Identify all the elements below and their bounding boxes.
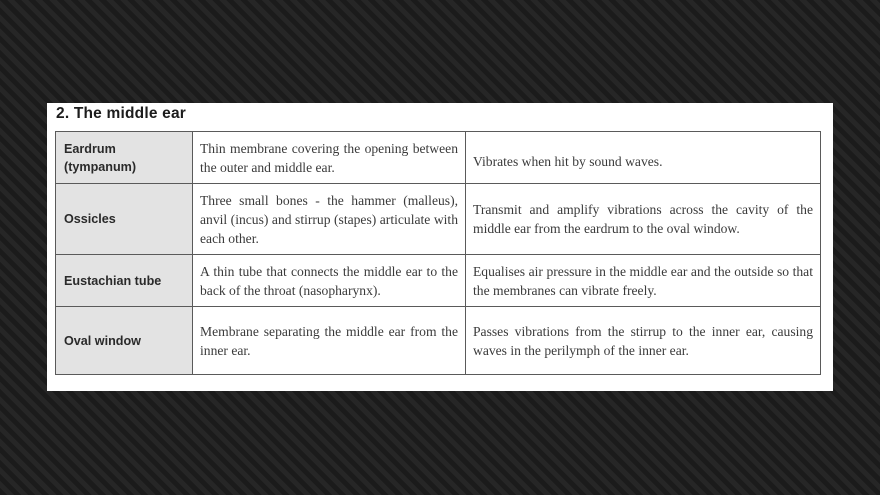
function-cell	[466, 184, 821, 255]
section-title: 2. The middle ear	[56, 105, 187, 122]
description-text: Three small bones - the hammer (malleus), anvil (incus) and stirrup (stapes) articulate with each other.	[200, 192, 458, 246]
middle-ear-table	[55, 131, 821, 375]
function-text: Vibrates when hit by sound waves.	[473, 154, 663, 169]
function-text: Passes vibrations from the stirrup to the inner ear, causing waves in the perilymph of the inner ear.	[473, 323, 813, 358]
table-row	[56, 132, 821, 184]
description-cell	[193, 255, 466, 307]
description-cell	[193, 307, 466, 375]
function-cell	[466, 307, 821, 375]
description-text: Membrane separating the middle ear from the inner ear.	[200, 323, 458, 358]
term-cell: Eustachian tube	[56, 255, 193, 307]
description-text: Thin membrane covering the opening between the outer and middle ear.	[200, 140, 458, 175]
function-cell	[466, 132, 821, 184]
term-cell: Oval window	[56, 307, 193, 375]
function-text: Transmit and amplify vibrations across the cavity of the middle ear from the eardrum to the oval window.	[473, 202, 813, 236]
function-cell	[466, 255, 821, 307]
table-row	[56, 307, 821, 375]
table-row	[56, 184, 821, 255]
table-row	[56, 255, 821, 307]
function-text: Equalises air pressure in the middle ear and the outside so that the membranes can vibrate freely.	[473, 263, 813, 298]
document-page	[47, 103, 833, 391]
term-cell: Ossicles	[56, 184, 193, 255]
description-text: A thin tube that connects the middle ear to the back of the throat (nasopharynx).	[200, 263, 458, 298]
description-cell	[193, 184, 466, 255]
term-cell: Eardrum (tympanum)	[56, 132, 193, 184]
description-cell	[193, 132, 466, 184]
